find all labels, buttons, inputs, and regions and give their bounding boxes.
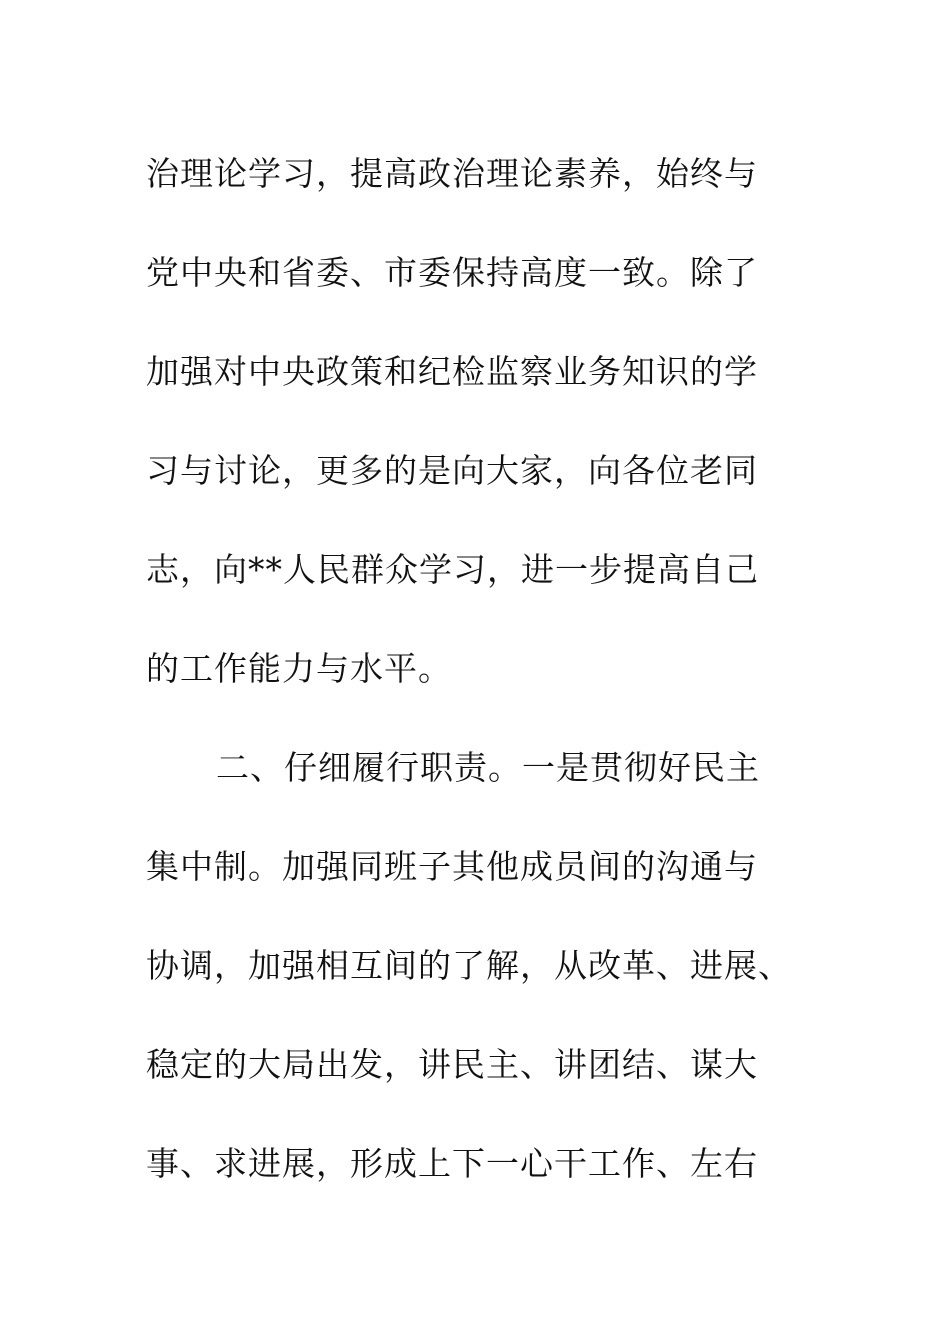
text-line: 加强对中央政策和纪检监察业务知识的学 bbox=[146, 352, 758, 391]
body-text bbox=[146, 124, 846, 1213]
paragraph-start-line: 二、仔细履行职责。一是贯彻好民主 bbox=[216, 748, 760, 787]
text-line: 事、求进展，形成上下一心干工作、左右 bbox=[146, 1144, 758, 1183]
text-line: 志，向**人民群众学习，进一步提高自己 bbox=[146, 550, 759, 589]
text-line: 的工作能力与水平。 bbox=[146, 649, 452, 688]
text-line: 集中制。加强同班子其他成员间的沟通与 bbox=[146, 847, 758, 886]
text-line: 稳定的大局出发，讲民主、讲团结、谋大 bbox=[146, 1045, 758, 1084]
text-line: 党中央和省委、市委保持高度一致。除了 bbox=[146, 253, 758, 292]
text-line: 治理论学习，提高政治理论素养，始终与 bbox=[146, 154, 758, 193]
text-line: 习与讨论，更多的是向大家，向各位老同 bbox=[146, 451, 758, 490]
text-line: 协调，加强相互间的了解，从改革、进展、 bbox=[146, 946, 792, 985]
